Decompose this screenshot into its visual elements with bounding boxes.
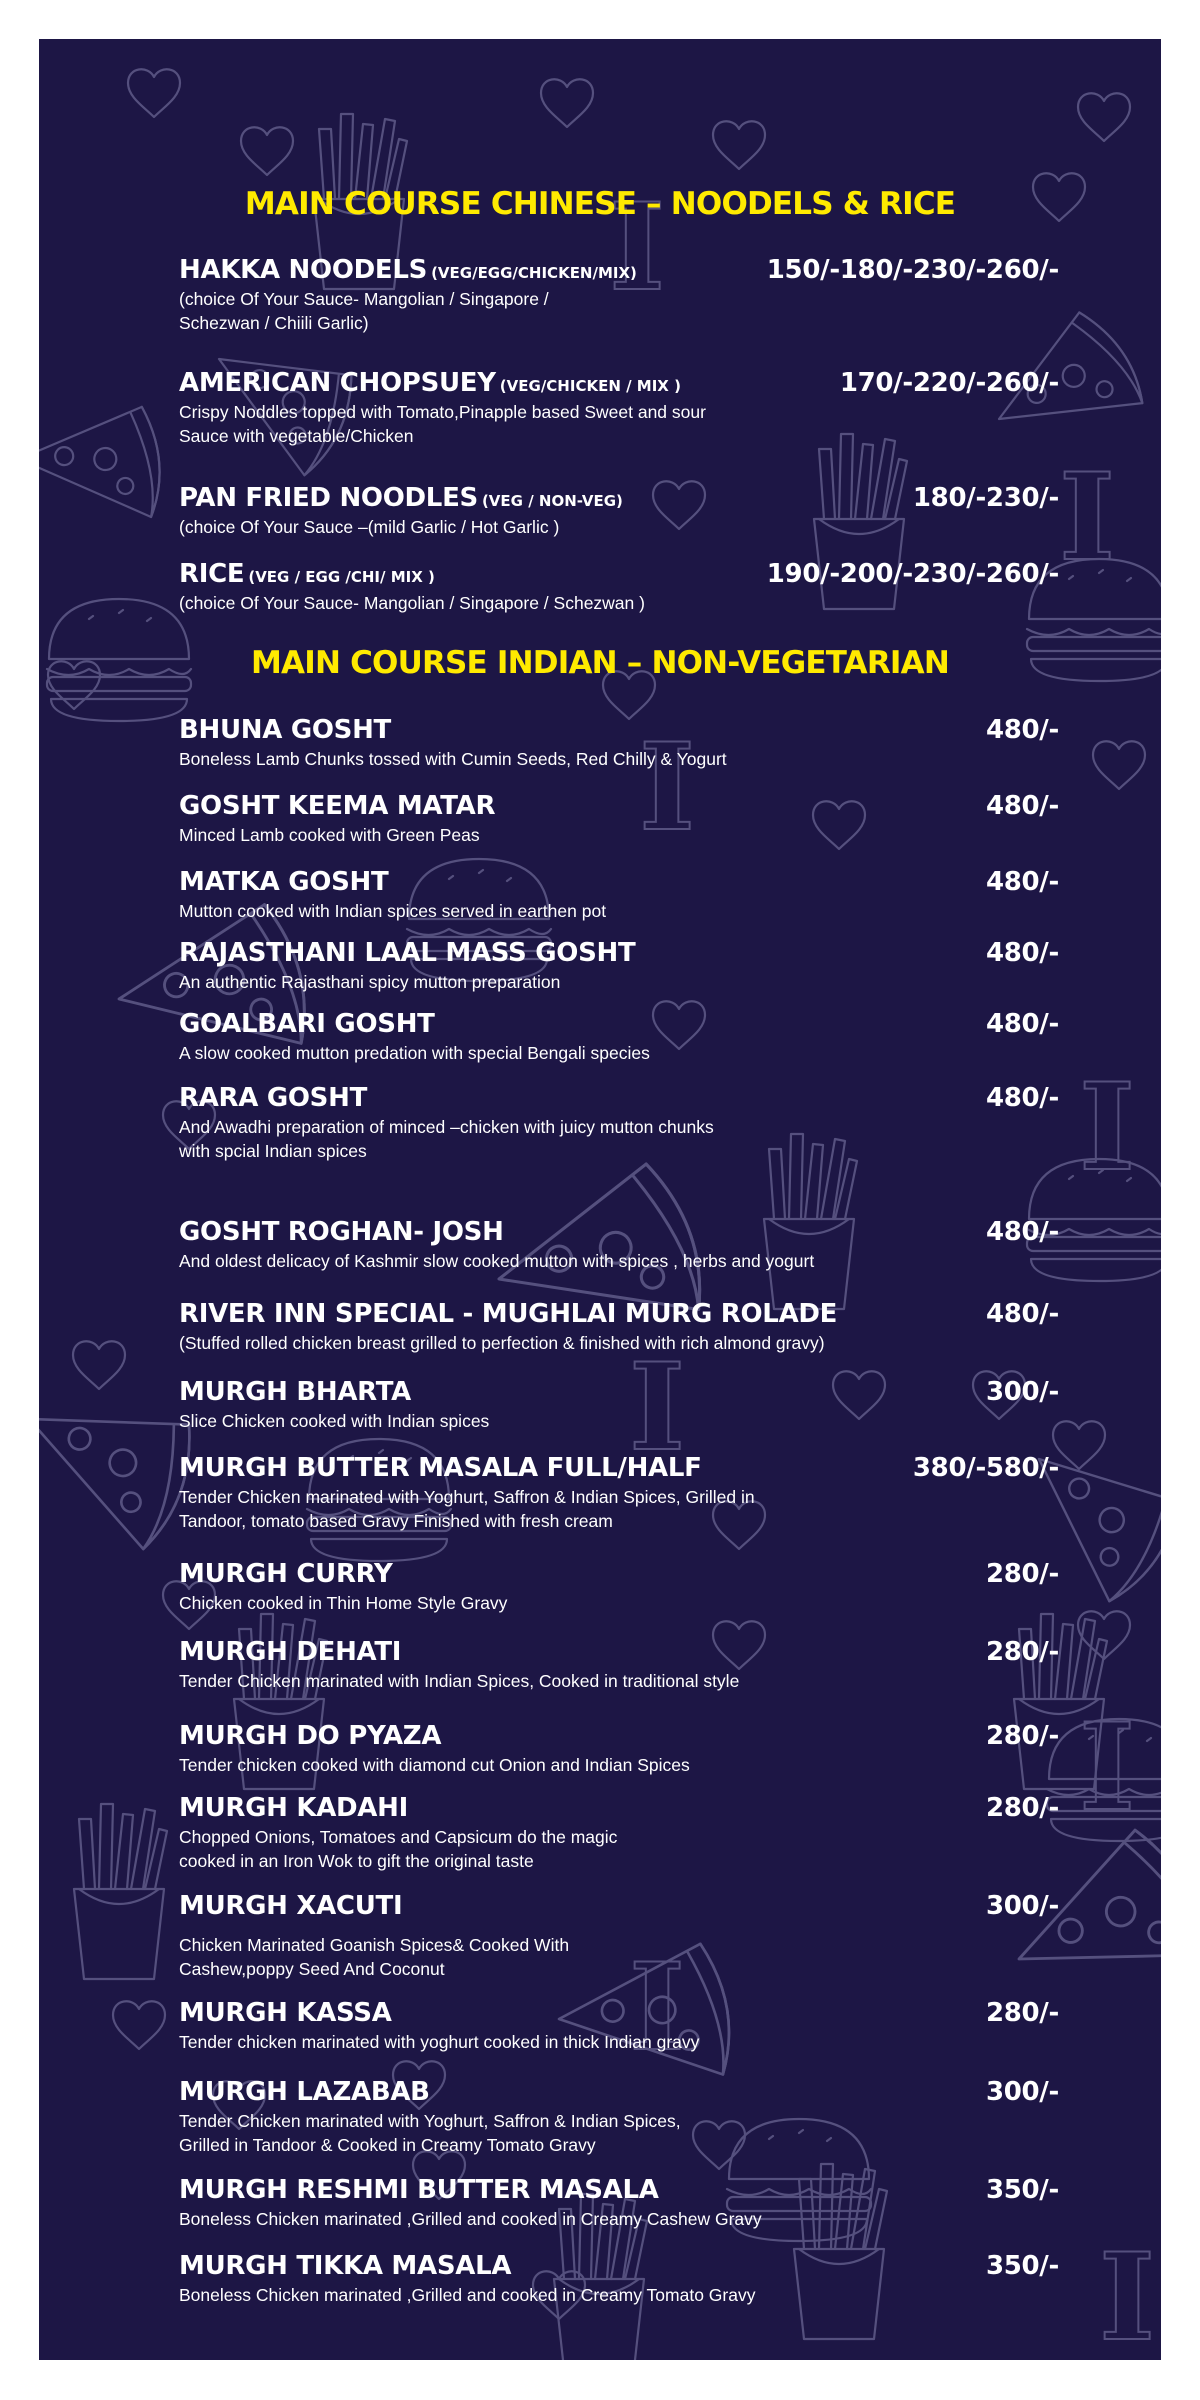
menu-item-murgh-butter-masala — [179, 1451, 1059, 1533]
menu-card — [39, 39, 1161, 2360]
item-desc-line: Grilled in Tandoor & Cooked in Creamy Tomato Gravy — [179, 2135, 596, 2155]
menu-item-rajasthani-laal-mass-gosht — [179, 936, 1059, 994]
menu-item-gosht-roghan-josh — [179, 1215, 1059, 1273]
item-desc-line: Tender chicken cooked with diamond cut Onion and Indian Spices — [179, 1755, 690, 1775]
item-price: 480/- — [985, 1299, 1059, 1329]
item-variant: (VEG / EGG /CHI/ MIX ) — [248, 568, 435, 586]
item-name: HAKKA NOODELS — [179, 255, 428, 285]
menu-item-murgh-reshmi-butter-masala — [179, 2173, 1059, 2231]
item-desc-line: Chopped Onions, Tomatoes and Capsicum do the magic — [179, 1827, 618, 1847]
item-price: 480/- — [985, 867, 1059, 897]
menu-item-gosht-keema-matar — [179, 789, 1059, 847]
item-desc-line: And oldest delicacy of Kashmir slow cooked mutton with spices , herbs and yogurt — [179, 1251, 815, 1271]
item-name: MURGH LAZABAB — [179, 2077, 430, 2107]
menu-item-murgh-kassa — [179, 1996, 1059, 2054]
item-name: AMERICAN CHOPSUEY — [179, 368, 496, 398]
item-desc-line: with spcial Indian spices — [179, 1141, 367, 1161]
svg-text:I: I — [1099, 2227, 1156, 2360]
item-price: 380/-580/- — [912, 1453, 1059, 1483]
item-price: 480/- — [985, 1217, 1059, 1247]
menu-item-pan-fried-noodles — [179, 481, 1059, 539]
item-desc-line: And Awadhi preparation of minced –chicken with juicy mutton chunks — [179, 1117, 714, 1137]
item-price: 280/- — [985, 1559, 1059, 1589]
item-desc-line: (Stuffed rolled chicken breast grilled to perfection & finished with rich almond gravy) — [179, 1333, 825, 1353]
svg-text:I: I — [629, 1937, 686, 2078]
menu-item-murgh-kadahi — [179, 1791, 1059, 1873]
menu-item-murgh-dehati — [179, 1635, 1059, 1693]
item-name: MURGH RESHMI BUTTER MASALA — [179, 2175, 659, 2205]
item-variant: (VEG/CHICKEN / MIX ) — [499, 377, 681, 395]
item-price: 190/-200/-230/-260/- — [766, 559, 1059, 589]
item-name: BHUNA GOSHT — [179, 715, 391, 745]
item-desc-line: Boneless Chicken marinated ,Grilled and cooked in Creamy Cashew Gravy — [179, 2209, 762, 2229]
item-desc-line: (choice Of Your Sauce- Mangolian / Singapore / Schezwan ) — [179, 593, 645, 613]
menu-item-matka-gosht — [179, 865, 1059, 923]
item-name: RAJASTHANI LAAL MASS GOSHT — [179, 938, 636, 968]
item-desc-line: Chicken cooked in Thin Home Style Gravy — [179, 1593, 508, 1613]
item-name: GOSHT ROGHAN- JOSH — [179, 1217, 504, 1247]
menu-item-murgh-bharta — [179, 1375, 1059, 1433]
item-desc-line: Minced Lamb cooked with Green Peas — [179, 825, 480, 845]
menu-item-bhuna-gosht — [179, 713, 1059, 771]
svg-text:I: I — [609, 177, 666, 318]
item-name: MURGH BUTTER MASALA FULL/HALF — [179, 1453, 702, 1483]
item-price: 300/- — [985, 1891, 1059, 1921]
item-price: 350/- — [985, 2251, 1059, 2281]
item-desc-line: Mutton cooked with Indian spices served in earthen pot — [179, 901, 607, 921]
item-name: MURGH CURRY — [179, 1559, 393, 1589]
item-name: MURGH KADAHI — [179, 1793, 408, 1823]
item-price: 480/- — [985, 1009, 1059, 1039]
item-desc-line: Schezwan / Chiili Garlic) — [179, 313, 369, 333]
item-name: MURGH KASSA — [179, 1998, 392, 2028]
item-desc-line: Tender chicken marinated with yoghurt cooked in thick Indian gravy — [179, 2032, 700, 2052]
item-variant: (VEG/EGG/CHICKEN/MIX) — [431, 264, 637, 282]
item-price: 480/- — [985, 938, 1059, 968]
menu-item-murgh-do-pyaza — [179, 1719, 1059, 1777]
section-title-chinese: MAIN COURSE CHINESE – NOODELS & RICE — [244, 186, 956, 222]
section-title-non-veg: MAIN COURSE INDIAN – NON-VEGETARIAN — [250, 645, 950, 681]
item-desc-line: Sauce with vegetable/Chicken — [179, 426, 414, 446]
item-price: 480/- — [985, 1083, 1059, 1113]
item-price: 170/-220/-260/- — [839, 368, 1059, 398]
item-desc-line: Chicken Marinated Goanish Spices& Cooked With — [179, 1935, 570, 1955]
item-name: MURGH DEHATI — [179, 1637, 402, 1667]
item-price: 300/- — [985, 2077, 1059, 2107]
item-price: 150/-180/-230/-260/- — [766, 255, 1059, 285]
item-desc-line: (choice Of Your Sauce- Mangolian / Singapore / — [179, 289, 549, 309]
item-desc-line: Tender Chicken marinated with Yoghurt, Saffron & Indian Spices, Grilled in — [179, 1487, 755, 1507]
menu-item-american-chopsuey — [179, 366, 1059, 448]
item-price: 280/- — [985, 1998, 1059, 2028]
item-price: 180/-230/- — [912, 483, 1059, 513]
item-name: MURGH BHARTA — [179, 1377, 411, 1407]
menu-item-river-inn-special — [179, 1297, 1059, 1355]
item-desc-line: Tender Chicken marinated with Indian Spices, Cooked in traditional style — [179, 1671, 740, 1691]
item-name: GOALBARI GOSHT — [179, 1009, 435, 1039]
item-desc-line: Tandoor, tomato based Gravy Finished with fresh cream — [179, 1511, 613, 1531]
item-name: RARA GOSHT — [179, 1083, 368, 1113]
item-name: RIVER INN SPECIAL - MUGHLAI MURG ROLADE — [179, 1299, 838, 1329]
menu-item-rara-gosht — [179, 1081, 1059, 1163]
item-desc-line: Crispy Noddles topped with Tomato,Pinapple based Sweet and sour — [179, 402, 706, 422]
item-desc-line: Boneless Chicken marinated ,Grilled and cooked in Creamy Tomato Gravy — [179, 2285, 756, 2305]
item-desc-line: An authentic Rajasthani spicy mutton preparation — [179, 972, 561, 992]
item-price: 280/- — [985, 1721, 1059, 1751]
item-desc-line: Slice Chicken cooked with Indian spices — [179, 1411, 490, 1431]
item-price: 480/- — [985, 791, 1059, 821]
menu-item-murgh-tikka-masala — [179, 2249, 1059, 2307]
menu-item-murgh-curry — [179, 1557, 1059, 1615]
item-price: 280/- — [985, 1793, 1059, 1823]
svg-text:I: I — [1079, 1697, 1136, 1838]
menu-item-murgh-xacuti — [179, 1889, 1059, 1981]
item-name: RICE — [179, 559, 245, 589]
item-desc-line: cooked in an Iron Wok to gift the original taste — [179, 1851, 534, 1871]
item-price: 350/- — [985, 2175, 1059, 2205]
item-name: MURGH TIKKA MASALA — [179, 2251, 512, 2281]
item-price: 280/- — [985, 1637, 1059, 1667]
item-name: MURGH DO PYAZA — [179, 1721, 442, 1751]
item-price: 300/- — [985, 1377, 1059, 1407]
menu-item-murgh-lazabab — [179, 2075, 1059, 2157]
svg-text:I: I — [1079, 1057, 1136, 1198]
item-desc-line: Tender Chicken marinated with Yoghurt, Saffron & Indian Spices, — [179, 2111, 681, 2131]
item-desc-line: A slow cooked mutton predation with special Bengali species — [179, 1043, 650, 1063]
svg-text:I: I — [629, 1337, 686, 1478]
item-name: MATKA GOSHT — [179, 867, 389, 897]
item-desc-line: Boneless Lamb Chunks tossed with Cumin Seeds, Red Chilly & Yogurt — [179, 749, 727, 769]
item-price: 480/- — [985, 715, 1059, 745]
menu-item-rice — [179, 557, 1059, 615]
item-desc-line: (choice Of Your Sauce –(mild Garlic / Hot Garlic ) — [179, 517, 560, 537]
menu-item-hakka-noodels — [179, 253, 1059, 335]
item-name: MURGH XACUTI — [179, 1891, 403, 1921]
item-name: GOSHT KEEMA MATAR — [179, 791, 496, 821]
menu-item-goalbari-gosht — [179, 1007, 1059, 1065]
item-variant: (VEG / NON-VEG) — [481, 492, 623, 510]
item-desc-line: Cashew,poppy Seed And Coconut — [179, 1959, 445, 1979]
svg-text:I: I — [639, 717, 696, 858]
item-name: PAN FRIED NOODLES — [179, 483, 478, 513]
menu-content — [39, 39, 1161, 2360]
svg-text:I: I — [1059, 447, 1116, 588]
